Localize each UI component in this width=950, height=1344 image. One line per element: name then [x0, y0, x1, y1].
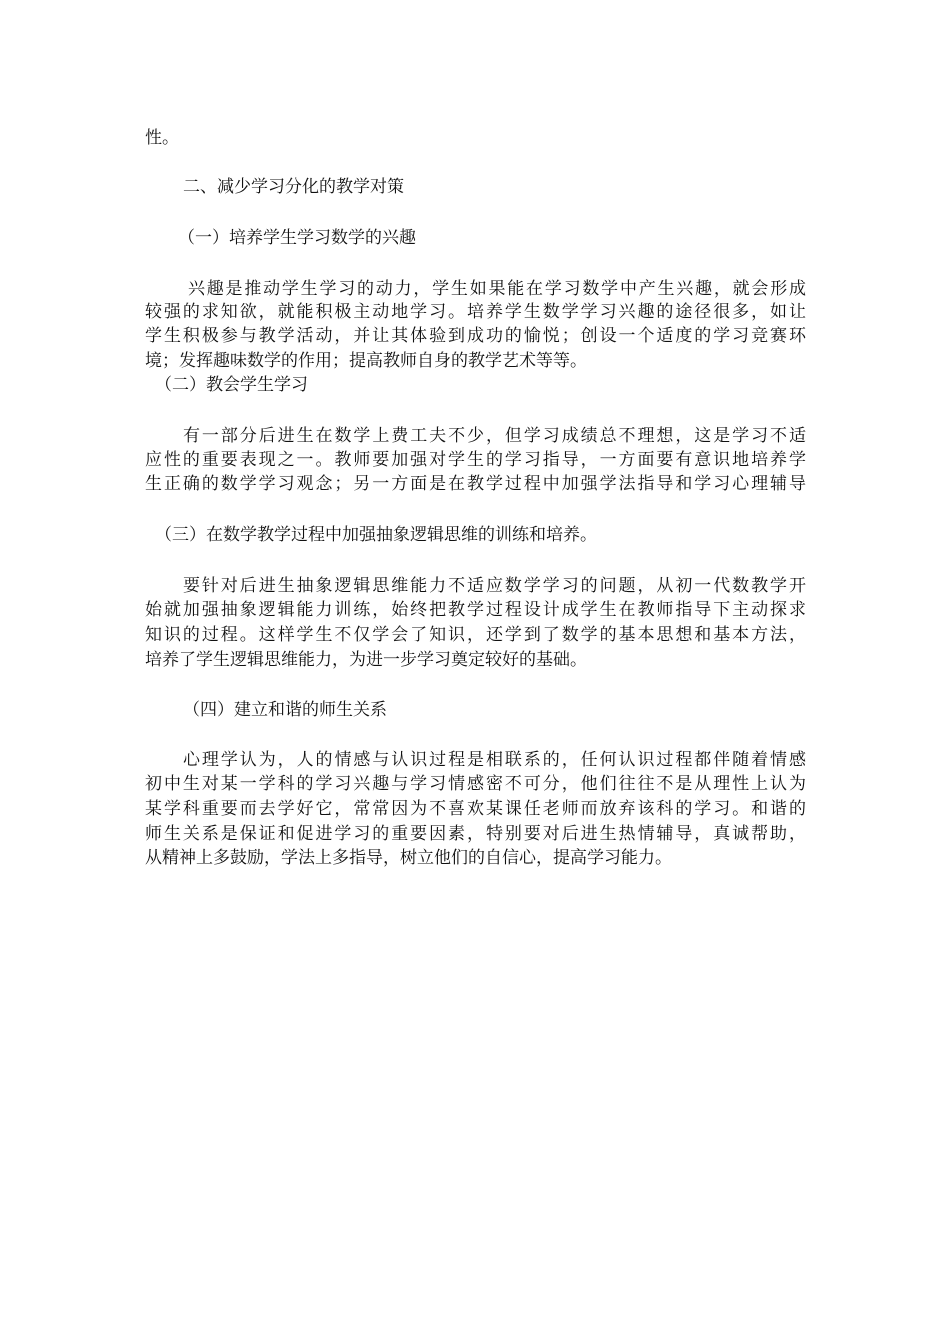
paragraph-line: 培养了学生逻辑思维能力，为进一步学习奠定较好的基础。 — [145, 650, 587, 670]
paragraph-line: 有一部分后进生在数学上费工夫不少，但学习成绩总不理想，这是学习不适 — [183, 426, 806, 446]
paragraph-line: 兴趣是推动学生学习的动力，学生如果能在学习数学中产生兴趣，就会形成 — [188, 279, 806, 299]
paragraph-line: 初中生对某一学科的学习兴趣与学习情感密不可分，他们往往不是从理性上认为 — [145, 774, 806, 794]
paragraph-line: 要针对后进生抽象逻辑思维能力不适应数学学习的问题，从初一代数教学开 — [183, 576, 806, 596]
paragraph-line: 师生关系是保证和促进学习的重要因素，特别要对后进生热情辅导，真诚帮助， — [145, 824, 806, 844]
section-heading: 二、减少学习分化的教学对策 — [183, 177, 404, 197]
subsection-heading: （一）培养学生学习数学的兴趣 — [178, 228, 416, 248]
paragraph-line: 从精神上多鼓励，学法上多指导，树立他们的自信心，提高学习能力。 — [145, 848, 672, 868]
paragraph-line: 某学科重要而去学好它，常常因为不喜欢某课任老师而放弃该科的学习。和谐的 — [145, 799, 806, 819]
paragraph-line: 心理学认为，人的情感与认识过程是相联系的，任何认识过程都伴随着情感 — [183, 750, 806, 770]
text-line: 性。 — [145, 128, 179, 148]
paragraph-line: 较强的求知欲，就能积极主动地学习。培养学生数学学习兴趣的途径很多，如让 — [145, 302, 806, 322]
paragraph-line: 学生积极参与教学活动，并让其体验到成功的愉悦；创设一个适度的学习竞赛环 — [145, 326, 806, 346]
paragraph-line: 应性的重要表现之一。教师要加强对学生的学习指导，一方面要有意识地培养学 — [145, 450, 806, 470]
paragraph-line: 知识的过程。这样学生不仅学会了知识，还学到了数学的基本思想和基本方法， — [145, 625, 806, 645]
subsection-heading: （三）在数学教学过程中加强抽象逻辑思维的训练和培养。 — [155, 525, 597, 545]
paragraph-line: 始就加强抽象逻辑能力训练，始终把教学过程设计成学生在教师指导下主动探求 — [145, 600, 806, 620]
paragraph-line: 生正确的数学学习观念；另一方面是在教学过程中加强学法指导和学习心理辅导 — [145, 474, 806, 494]
paragraph-line: 境；发挥趣味数学的作用；提高教师自身的教学艺术等等。 — [145, 351, 587, 371]
subsection-heading: （四）建立和谐的师生关系 — [183, 700, 387, 720]
subsection-heading: （二）教会学生学习 — [155, 375, 308, 395]
